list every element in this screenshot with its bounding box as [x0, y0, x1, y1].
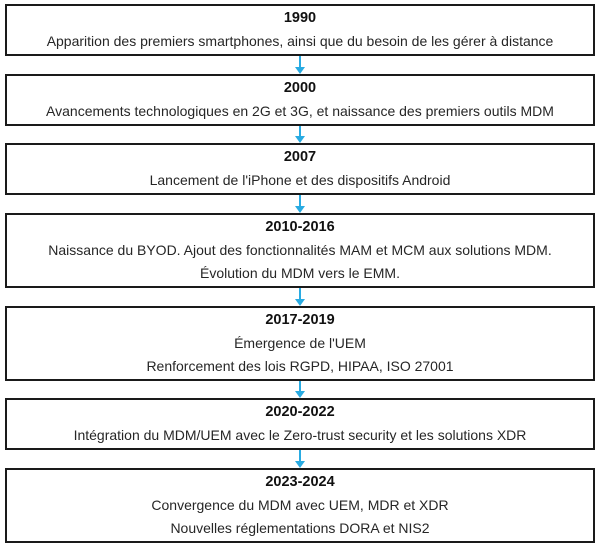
timeline-box-2000 — [5, 74, 595, 126]
timeline-year: 2007 — [283, 149, 317, 166]
timeline-text: Naissance du BYOD. Ajout des fonctionnalités MAM et MCM aux solutions MDM. — [48, 242, 552, 259]
timeline-year: 1990 — [283, 10, 317, 26]
timeline-text: Émergence de l'UEM — [234, 334, 366, 351]
down-arrow-icon — [5, 450, 595, 468]
down-arrow-icon — [5, 195, 595, 213]
timeline-year: 2020-2022 — [265, 404, 335, 421]
timeline-year: 2000 — [283, 79, 317, 96]
timeline-text: Évolution du MDM vers le EMM. — [200, 265, 400, 282]
timeline-box-2007 — [5, 143, 595, 195]
timeline-text: Convergence du MDM avec UEM, MDR et XDR — [151, 497, 449, 514]
timeline-year: 2023-2024 — [265, 474, 335, 491]
down-arrow-icon — [5, 56, 595, 74]
timeline-box-2023-2024 — [5, 468, 595, 543]
arrow-stem — [299, 195, 301, 206]
down-arrow-icon — [5, 381, 595, 399]
timeline-text: Nouvelles réglementations DORA et NIS2 — [170, 520, 430, 537]
arrow-head — [295, 136, 305, 143]
timeline-year: 2010-2016 — [265, 219, 335, 236]
arrow-stem — [299, 288, 301, 299]
timeline-box-1990 — [5, 4, 595, 56]
arrow-stem — [299, 56, 301, 67]
arrow-head — [295, 391, 305, 398]
arrow-head — [295, 299, 305, 306]
timeline-text: Renforcement des lois RGPD, HIPAA, ISO 27001 — [146, 357, 454, 374]
arrow-stem — [299, 126, 301, 137]
down-arrow-icon — [5, 288, 595, 306]
arrow-head — [295, 67, 305, 74]
timeline-text: Apparition des premiers smartphones, ainsi que du besoin de les gérer à distance — [46, 33, 554, 49]
timeline-text: Avancements technologiques en 2G et 3G, et naissance des premiers outils MDM — [46, 102, 554, 119]
arrow-stem — [299, 381, 301, 392]
timeline-text: Intégration du MDM/UEM avec le Zero-trust security et les solutions XDR — [73, 427, 527, 444]
timeline-box-2020-2022 — [5, 398, 595, 450]
arrow-stem — [299, 450, 301, 461]
arrow-head — [295, 461, 305, 468]
timeline-text: Lancement de l'iPhone et des dispositifs Android — [149, 172, 451, 189]
timeline-year: 2017-2019 — [265, 311, 335, 328]
arrow-head — [295, 206, 305, 213]
down-arrow-icon — [5, 126, 595, 144]
timeline-box-2017-2019 — [5, 306, 595, 381]
timeline-box-2010-2016 — [5, 213, 595, 288]
